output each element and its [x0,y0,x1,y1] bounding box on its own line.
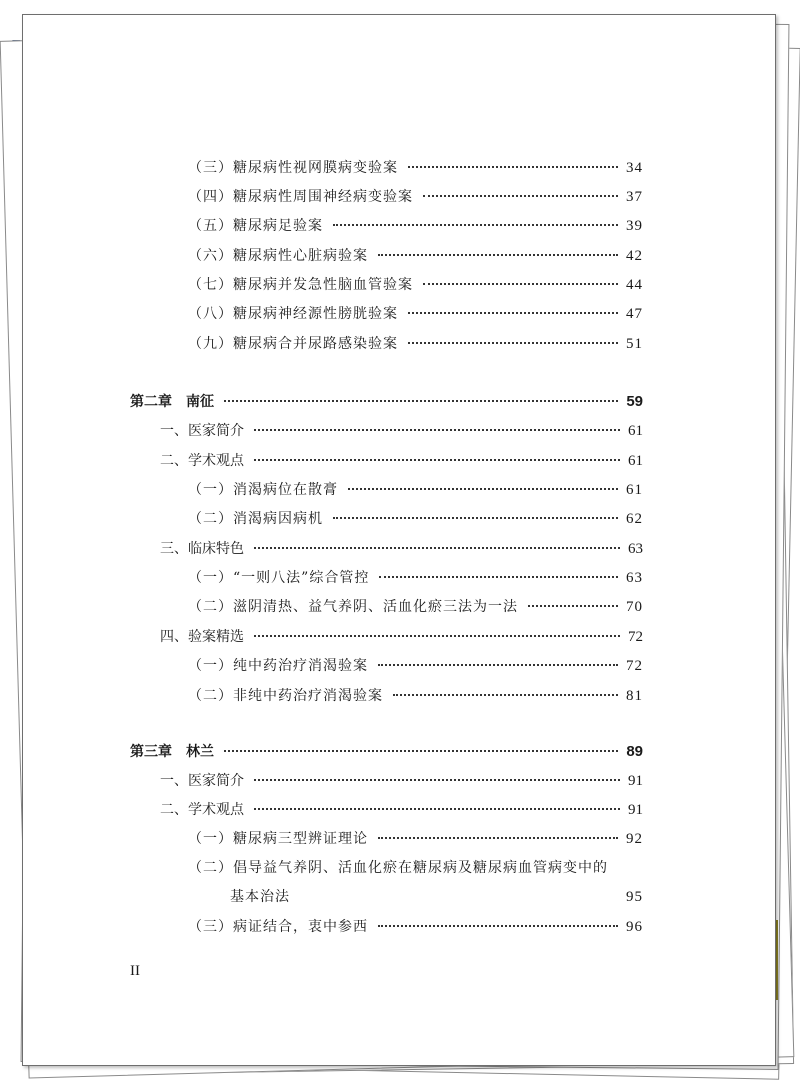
chapter-title: 第三章 林兰 [130,744,214,760]
toc-entry-label-line2: 基本治法 [230,889,290,905]
dot-leader [300,895,618,897]
dot-leader [378,837,618,839]
toc-entry-page: 34 [626,160,643,176]
dot-leader [378,925,618,927]
toc-entry-page: 96 [626,919,643,935]
dot-leader [408,312,618,314]
toc-entry-page: 42 [626,248,643,264]
toc-entry-label: （一）糖尿病三型辨证理论 [188,831,368,847]
dot-leader [333,224,618,226]
toc-entry-label: （一）纯中药治疗消渴验案 [188,658,368,674]
dot-leader [423,195,618,197]
dot-leader [379,576,618,578]
toc-entry [188,302,643,326]
toc-entry-label: （二）非纯中药治疗消渴验案 [188,688,383,704]
dot-leader [528,605,618,607]
dot-leader [224,400,618,402]
dot-leader [254,635,620,637]
toc-entry-label: （四）糖尿病性周围神经病变验案 [188,189,413,205]
chapter-heading [130,740,643,764]
dot-leader [254,808,620,810]
toc-entry [188,244,643,268]
toc-entry-label: （九）糖尿病合并尿路感染验案 [188,336,398,352]
toc-entry [160,419,643,443]
toc-entry-label: 四、验案精选 [160,629,244,645]
toc-entry [188,478,643,502]
toc-entry-label: （五）糖尿病足验案 [188,218,323,234]
toc-entry-page: 72 [626,658,643,674]
toc-entry [188,915,643,939]
toc-entry-label: （三）病证结合，衷中参西 [188,919,368,935]
toc-entry [188,273,643,297]
toc-entry-page: 47 [626,306,643,322]
toc-entry [188,185,643,209]
toc-entry [230,885,643,909]
chapter-title: 第二章 南征 [130,394,214,410]
toc-entry-page: 91 [628,773,643,789]
toc-entry-label: 二、学术观点 [160,802,244,818]
dot-leader [408,342,618,344]
toc-entry [188,684,643,708]
toc-entry-page: 63 [626,570,643,586]
toc-entry-page: 95 [626,889,643,905]
toc-entry [188,214,643,238]
toc-entry-label: （六）糖尿病性心脏病验案 [188,248,368,264]
toc-entry-page: 61 [626,482,643,498]
dot-leader [254,779,620,781]
dot-leader [393,694,618,696]
toc-entry [188,595,643,619]
toc-entry-label: （二）滋阴清热、益气养阴、活血化瘀三法为一法 [188,599,518,615]
toc-entry-page: 51 [626,336,643,352]
chapter-heading [130,390,643,414]
dot-leader [348,488,618,490]
toc-entry-page: 81 [626,688,643,704]
toc-entry-page: 61 [628,453,643,469]
toc-entry-label: （三）糖尿病性视网膜病变验案 [188,160,398,176]
toc-entry [188,332,643,356]
toc-entry [160,537,643,561]
dot-leader [378,254,618,256]
toc-entry-label: （一）“一则八法”综合管控 [188,570,370,586]
toc-entry [188,827,643,851]
toc-entry-page: 63 [628,541,643,557]
toc-entry-page: 61 [628,423,643,439]
toc-entry-page: 62 [626,511,643,527]
toc-entry-label: 一、医家简介 [160,423,244,439]
toc-entry [188,654,643,678]
toc-entry [188,566,643,590]
toc-entry-label-line1: （二）倡导益气养阴、活血化瘀在糖尿病及糖尿病血管病变中的 [188,860,608,876]
toc-entry-label: （七）糖尿病并发急性脑血管验案 [188,277,413,293]
chapter-page: 59 [626,393,643,410]
dot-leader [254,459,620,461]
toc-entry [160,798,643,822]
toc-entry-page: 92 [626,831,643,847]
toc-entry-label: 三、临床特色 [160,541,244,557]
dot-leader [378,664,618,666]
toc-entry [188,507,643,531]
toc-entry-page: 37 [626,189,643,205]
dot-leader [333,517,618,519]
dot-leader [254,429,620,431]
toc-entry [160,449,643,473]
toc-entry-page: 39 [626,218,643,234]
toc-entry-page: 44 [626,277,643,293]
toc-entry [160,625,643,649]
toc-entry-label: 一、医家简介 [160,773,244,789]
chapter-page: 89 [626,743,643,760]
dot-leader [423,283,618,285]
dot-leader [224,750,618,752]
toc-entry-page: 72 [628,629,643,645]
toc-entry-page: 91 [628,802,643,818]
page-number: II [130,963,140,979]
toc-entry [160,769,643,793]
dot-leader [254,547,620,549]
toc-entry-label: （八）糖尿病神经源性膀胱验案 [188,306,398,322]
toc-entry-label: （一）消渴病位在散膏 [188,482,338,498]
dot-leader [408,166,618,168]
toc-entry-page: 70 [626,599,643,615]
toc-entry [188,156,643,180]
toc-entry-label: （二）消渴病因病机 [188,511,323,527]
toc-entry-label: 二、学术观点 [160,453,244,469]
